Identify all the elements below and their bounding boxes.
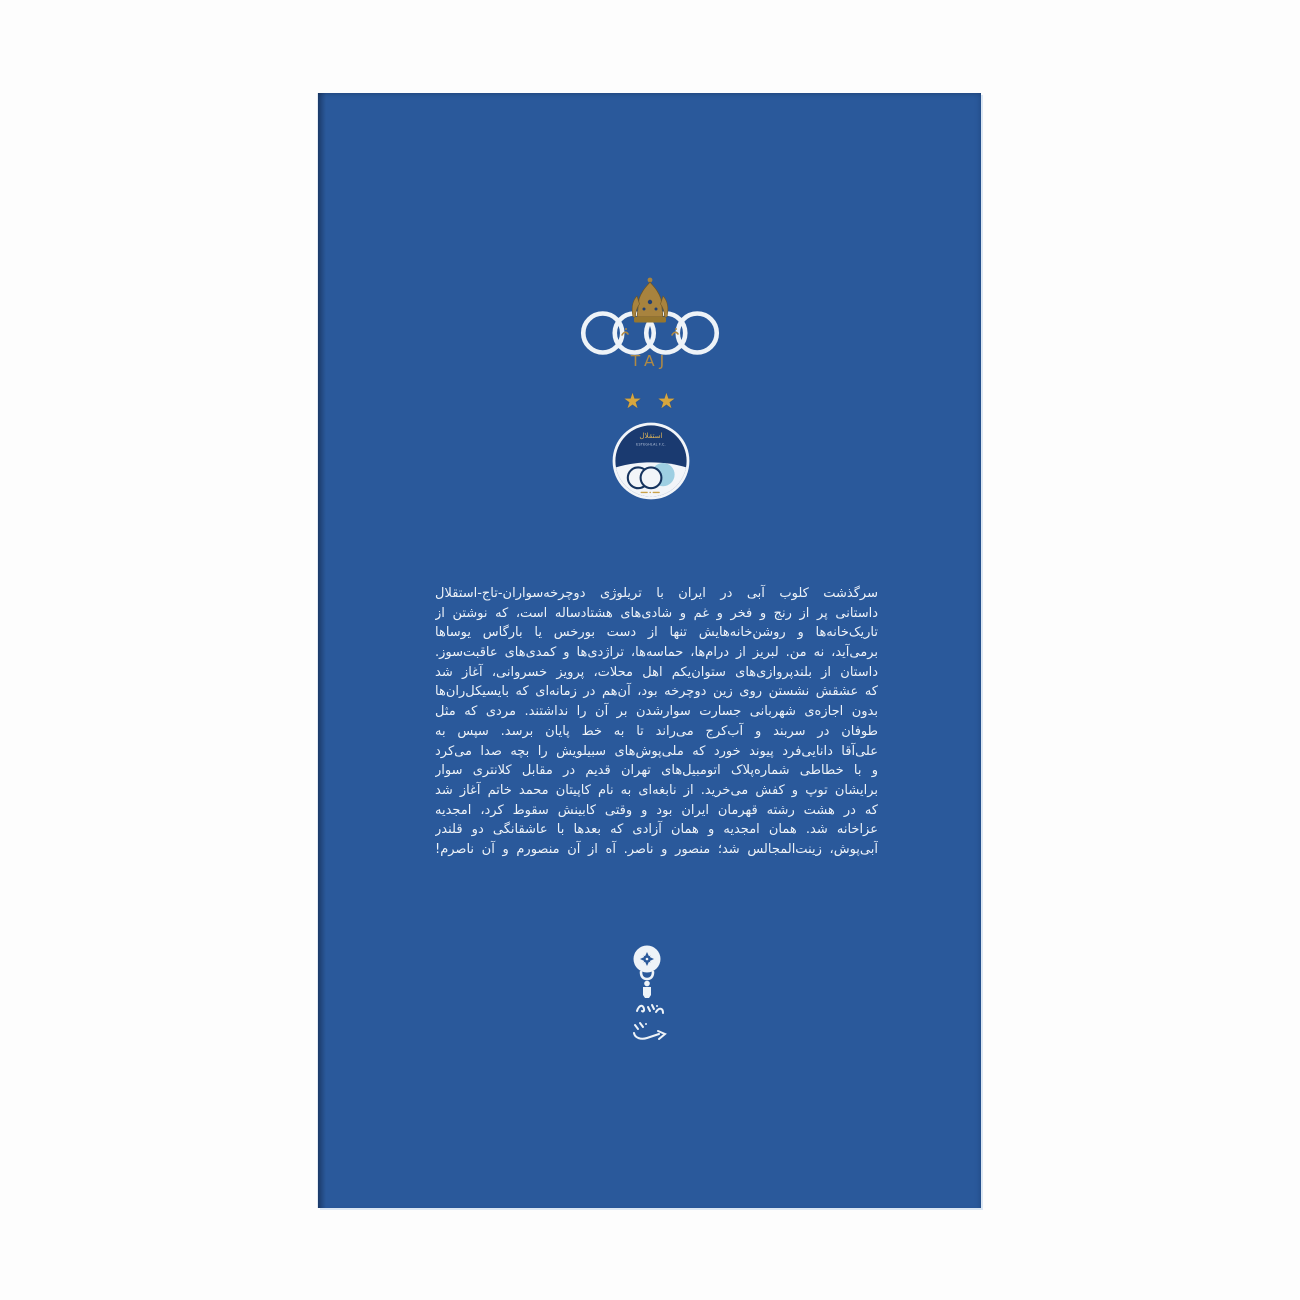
star-icon: ★ [657,389,676,413]
back-text-line: برمی‌آید، نه من. لبریز از درام‌ها، حماسه‌ها، تراژدی‌ها و کمدی‌های عاقبت‌سوز. [435,645,878,661]
back-text-line: تاریک‌خانه‌ها و روشن‌خانه‌هایش تنها از دست بورخس یا بارگاس یوساها [435,625,878,641]
publisher-emblem [625,945,669,1045]
back-text-line: داستانی پر از رنج و فخر و غم و شادی‌های هشتادساله است، که نوشتن از [435,605,878,621]
esteghlal-badge [611,421,691,501]
back-text-line: که عشقش نشستن روی زین دوچرخه بود، آن‌هم در زمانه‌ای که بایسیکل‌ران‌ها [435,684,878,700]
star-icon: ★ [623,389,642,413]
taj-label: TAJ [630,352,670,370]
back-text-line: سرگذشت کلوب آبی در ایران با تریلوژی دوچرخه‌سواران-تاج-استقلال [435,586,878,601]
sun-star-icon [634,946,661,973]
back-text-line: و با خطاطی شماره‌پلاک اتومبیل‌های تهران قدیم در مقابل کلانتری سوار [435,763,878,779]
book-back-cover [318,93,981,1208]
back-text-line: عزاخانه شد. همان امجدیه و همان آزادی که بعدها با عاشقانگی دو قلندر [435,822,878,838]
back-text-line: داستان از بلندپروازی‌های ستوان‌یکم اهل محلات، پرویز خسروانی، آغاز شد [435,664,878,680]
figure-icon [641,972,653,998]
back-text-line: که در هشت رشته قهرمان ایران بود و وقتی کابینش سقوط کرد، امجدیه [435,802,878,818]
badge-club-name-fa: استقلال [639,430,663,440]
taj-logo [575,271,725,371]
badge-club-name-en: ESTEGHLAL F.C. [636,442,666,447]
back-text-line: بدون اجازه‌ی شهربانی جسارت سوارشدن بر آن را نداشتند. مردی که مثل [435,704,878,720]
publisher-calligraphy [634,1005,665,1039]
back-cover-text [435,584,878,860]
badge-year-marks [641,492,660,493]
back-text-line: علی‌آقا دانایی‌فرد پیوند خورد که ملی‌پوش‌های سبیلویش را بچه صدا می‌کرد [435,743,878,759]
back-text-line: طوفان در سربند و آب‌کرج می‌راند تا به خط پایان برسد. سپس به [435,723,878,739]
crown-icon [632,278,668,323]
back-text-line: برایشان توپ و کفش می‌خرید. از نابغه‌ای به نام کاپیتان محمد خاتم آغاز شد [435,782,878,798]
back-text-line: آبی‌پوش، زینت‌المجالس شد؛ منصور و ناصر. آه از آن منصورم و آن ناصرم! [435,841,878,857]
ring-ornament-icon [622,328,678,335]
badge-ring-icon [641,467,662,488]
championship-stars [318,390,981,412]
